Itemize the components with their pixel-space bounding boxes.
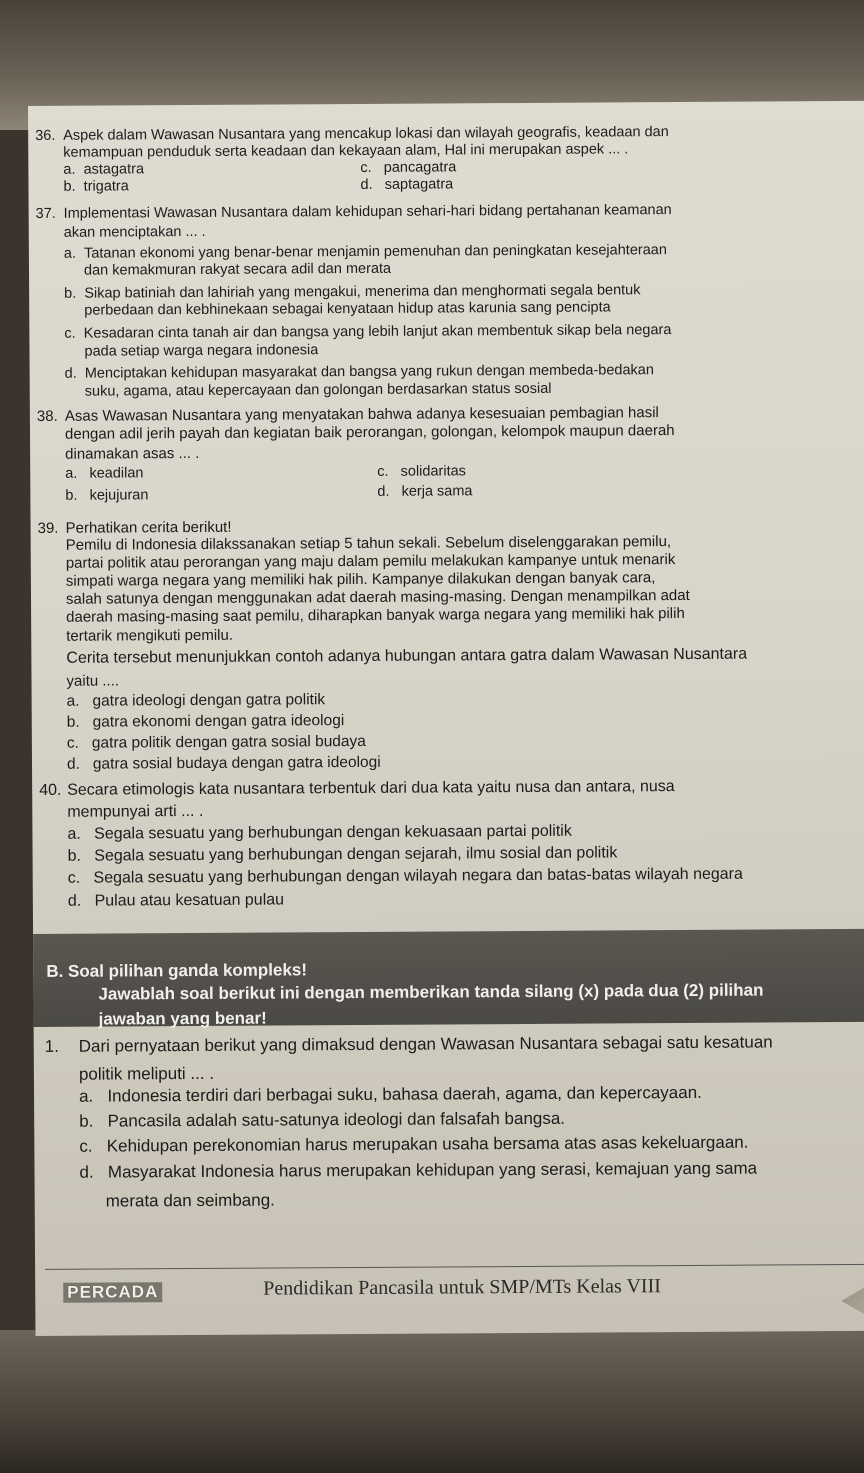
question-number: 39. — [37, 519, 59, 537]
question-number: 38. — [36, 407, 58, 425]
option-c[interactable]: c. Kehidupan perekonomian harus merupakan usaha bersama atas asas kekeluargaan. — [79, 1132, 749, 1156]
worksheet-page — [28, 101, 864, 1336]
question-number: 40. — [39, 781, 62, 799]
question-40 — [39, 777, 839, 910]
page-fold-corner — [841, 1266, 864, 1336]
option-a[interactable]: a. Indonesia terdiri dari berbagai suku, bahasa daerah, agama, dan kepercayaan. — [78, 1082, 702, 1106]
story-text: Pemilu di Indonesia dilakssanakan setiap 5 tahun sekali. Sebelum diselenggarakan pemilu, — [65, 533, 672, 554]
option-c[interactable]: c. gatra politik dengan gatra sosial budaya — [66, 732, 366, 752]
photo-background-bottom — [0, 1330, 864, 1473]
option-a[interactable]: a. astagatra — [63, 161, 145, 178]
question-text: Implementasi Wawasan Nusantara dalam kehidupan sehari-hari bidang pertahanan keamanan — [63, 202, 672, 222]
option-c[interactable]: c. Segala sesuatu yang berhubungan dengan wilayah negara dan batas-batas wilayah negara — [67, 865, 743, 887]
option-a[interactable]: a. keadilan — [65, 465, 144, 482]
question-number: 36. — [35, 127, 56, 144]
question-text: dengan adil jerih payah dan kegiatan baik perorangan, golongan, kelompok maupun daerah — [64, 422, 675, 443]
section-instruction: Jawablah soal berikut ini dengan memberikan tanda silang (x) pada dua (2) pilihan — [98, 980, 764, 1004]
question-text: akan menciptakan ... . — [63, 223, 206, 241]
question-number: 1. — [44, 1036, 59, 1056]
option-d[interactable]: d. gatra sosial budaya dengan gatra ideologi — [66, 753, 381, 773]
question-text: mempunyai arti ... . — [67, 802, 204, 821]
option-d-continued: suku, agama, atau kepercayaan dan golongan berdasarkan status sosial — [84, 380, 552, 400]
option-d[interactable]: d. Menciptakan kehidupan masyarakat dan bangsa yang rukun dengan membeda-bedakan — [64, 362, 654, 382]
story-text: partai politik atau perorangan yang maju dalam pemilu melakukan kampanye untuk menarik — [65, 551, 676, 572]
question-b1 — [41, 1032, 841, 1211]
question-text: yaitu .... — [66, 672, 120, 690]
section-title: B. Soal pilihan ganda kompleks! — [46, 960, 308, 981]
question-text: Cerita tersebut menunjukkan contoh adanya hubungan antara gatra dalam Wawasan Nusantara — [66, 645, 748, 667]
option-a-continued: dan kemakmuran rakyat secara adil dan merata — [83, 260, 392, 279]
story-text: salah satunya dengan menggunakan adat daerah masing-masing. Dengan menampilkan adat — [65, 586, 690, 608]
question-text: Secara etimologis kata nusantara terbentuk dari dua kata yaitu nusa dan antara, nusa — [67, 778, 675, 799]
option-d[interactable]: d. kerja sama — [377, 483, 473, 500]
question-text: politik meliputi ... . — [78, 1063, 215, 1084]
question-36 — [35, 123, 835, 195]
publisher-logo: PERCADA — [63, 1282, 162, 1303]
option-d[interactable]: d. saptagatra — [360, 176, 454, 193]
question-text: kemampuan penduduk serta keadaan dan kekayaan alam, Hal ini merupakan aspek ... . — [63, 141, 629, 161]
question-39 — [37, 515, 838, 773]
option-b-continued: perbedaan dan kebhinekaan sebagai kenyataan hidup atas karunia sang pencipta — [84, 299, 611, 319]
question-37 — [35, 201, 836, 400]
option-b[interactable]: b. Segala sesuatu yang berhubungan dengan sejarah, ilmu sosial dan politik — [67, 844, 618, 865]
option-d-continued: merata dan seimbang. — [105, 1190, 275, 1211]
section-b-banner — [33, 929, 864, 1027]
story-text: daerah masing-masing saat pemilu, diharapkan banyak warga negara yang memiliki hak pilih — [66, 604, 685, 626]
question-text: Dari pernyataan berikut yang dimaksud dengan Wawasan Nusantara sebagai satu kesatuan — [78, 1032, 773, 1056]
option-d[interactable]: d. Masyarakat Indonesia harus merupakan kehidupan yang serasi, kemajuan yang sama — [79, 1158, 758, 1182]
question-38 — [36, 403, 837, 504]
option-a[interactable]: a. gatra ideologi dengan gatra politik — [66, 691, 326, 710]
story-text: simpati warga negara yang memiliki hak pilih. Kampanye dilakukan dengan banyak cara, — [65, 569, 656, 590]
option-b[interactable]: b. gatra ekonomi dengan gatra ideologi — [66, 712, 345, 731]
option-b[interactable]: b. trigatra — [63, 178, 129, 195]
option-d[interactable]: d. Pulau atau kesatuan pulau — [67, 891, 285, 910]
section-instruction: jawaban yang benar! — [98, 1008, 267, 1029]
book-title: Pendidikan Pancasila untuk SMP/MTs Kelas VIII — [263, 1275, 661, 1300]
option-c[interactable]: c. pancagatra — [360, 159, 457, 176]
option-b[interactable]: b. kejujuran — [65, 487, 149, 504]
footer-divider — [45, 1264, 864, 1270]
option-c[interactable]: c. Kesadaran cinta tanah air dan bangsa yang lebih lanjut akan membentuk sikap bela negara — [64, 322, 672, 342]
option-b[interactable]: b. Pancasila adalah satu-satunya ideologi dan falsafah bangsa. — [79, 1108, 566, 1131]
option-a[interactable]: a. Tatanan ekonomi yang benar-benar menjamin pemenuhan dan peningkatan kesejahteraan — [63, 242, 667, 262]
question-number: 37. — [35, 205, 56, 222]
story-text: tertarik mengikuti pemilu. — [66, 626, 234, 645]
option-b[interactable]: b. Sikap batiniah dan lahiriah yang mengakui, menerima dan menghormati segala bentuk — [64, 282, 641, 302]
question-text: Aspek dalam Wawasan Nusantara yang mencakup lokasi dan wilayah geografis, keadaan dan — [63, 124, 669, 144]
option-a[interactable]: a. Segala sesuatu yang berhubungan dengan kekuasaan partai politik — [67, 822, 572, 843]
question-text: Asas Wawasan Nusantara yang menyatakan bahwa adanya kesesuaian pembagian hasil — [64, 404, 659, 425]
question-text: dinamakan asas ... . — [65, 444, 200, 463]
option-c-continued: pada setiap warga negara indonesia — [84, 342, 319, 360]
option-c[interactable]: c. solidaritas — [377, 463, 466, 480]
question-intro: Perhatikan cerita berikut! — [65, 518, 232, 537]
